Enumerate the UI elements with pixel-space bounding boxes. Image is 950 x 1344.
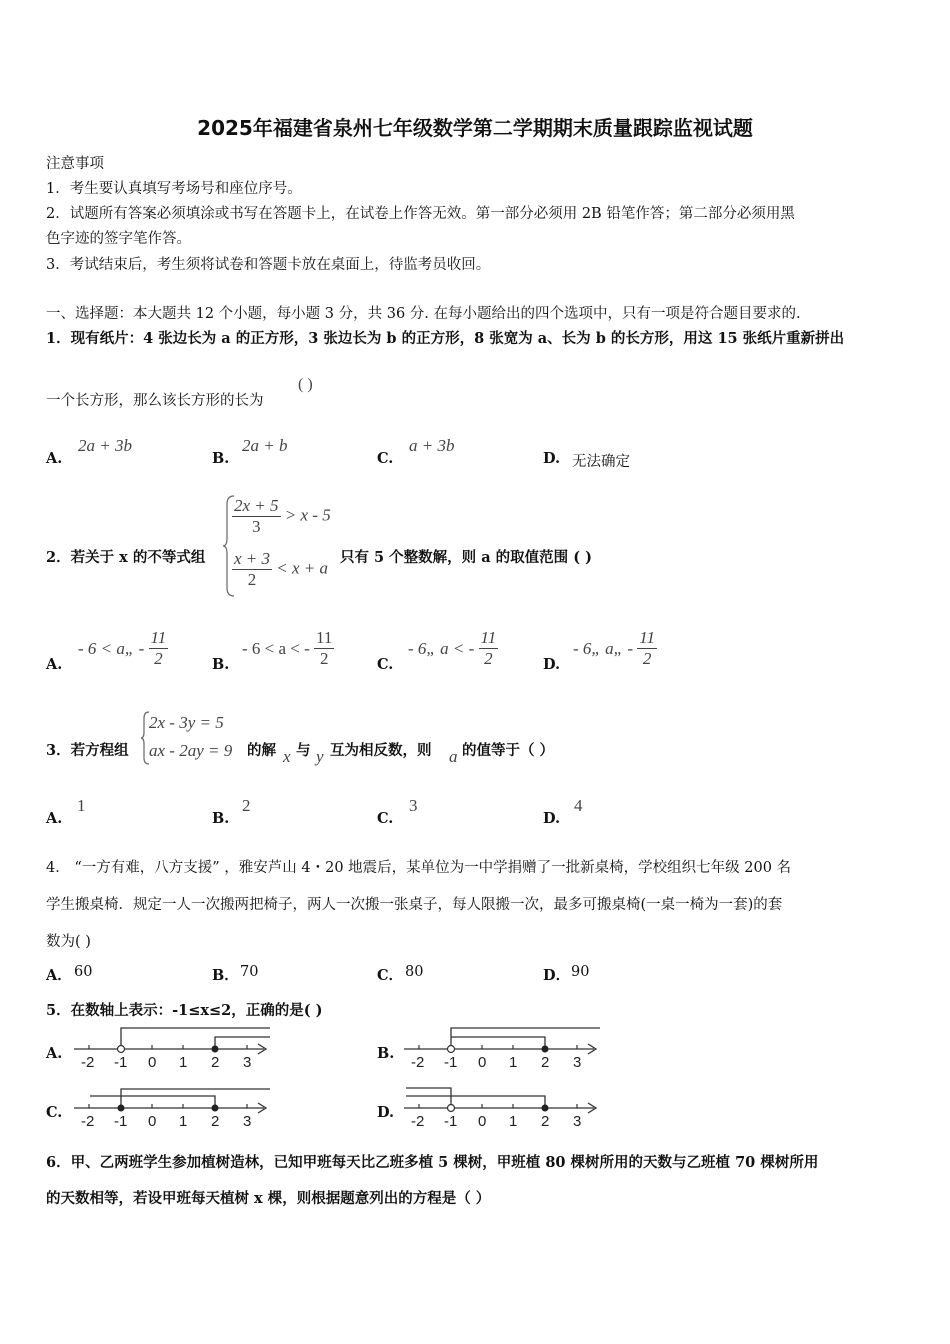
option-label: A. (46, 656, 63, 673)
option-value: 2a + b (242, 436, 288, 455)
question-1-text: 1．现有纸片：4 张边长为 a 的正方形，3 张边长为 b 的正方形，8 张宽为 a、长为 b 的长方形，用这 15 张纸片重新拼出 (46, 330, 845, 347)
notice-item: 3．考试结束后，考生须将试卷和答题卡放在桌面上，待监考员收回。 (46, 257, 491, 273)
option-label: C. (377, 656, 394, 673)
answer-paren: ( ) (298, 376, 313, 393)
option-label: A. (46, 1045, 63, 1062)
option-label: C. (46, 1104, 63, 1121)
open-point (448, 1105, 455, 1112)
question-3-text: 3．若方程组 (46, 742, 129, 759)
tick-label: 0 (478, 1054, 487, 1071)
option-value: 60 (74, 964, 93, 980)
section-heading: 一、选择题：本大题共 12 个小题，每小题 3 分，共 36 分. 在每小题给出的四个选项中，只有一项是符合题目要求的. (46, 306, 801, 322)
number-line-d (402, 1083, 602, 1133)
inequality-rest: < x + a (276, 558, 329, 578)
page-title: 2025年福建省泉州七年级数学第二学期期末质量跟踪监视试题 (197, 116, 753, 140)
tick-label: 0 (478, 1113, 487, 1130)
option-label: C. (377, 450, 394, 467)
option-value: 70 (240, 964, 259, 980)
tick-label: 1 (509, 1054, 518, 1071)
tick-label: 1 (179, 1113, 188, 1130)
tick-label: -2 (81, 1054, 95, 1071)
option-label: B. (212, 656, 230, 673)
tick-label: -1 (114, 1113, 128, 1130)
question-1-text: 一个长方形，那么该长方形的长为 (46, 393, 264, 409)
tick-label: 2 (541, 1054, 550, 1071)
tick-label: -2 (411, 1113, 425, 1130)
tick-label: 2 (541, 1113, 550, 1130)
tick-label: 3 (573, 1113, 582, 1130)
tick-label: 0 (148, 1054, 157, 1071)
question-3-text: 的解 (247, 742, 276, 759)
equation-2: ax - 2ay = 9 (149, 741, 233, 760)
question-6-text: 的天数相等，若设甲班每天植树 x 棵，则根据题意列出的方程是（ ） (46, 1190, 491, 1207)
option-value: 2 (242, 796, 251, 815)
option-label: A. (46, 450, 63, 467)
option-value: 90 (571, 964, 590, 980)
number-line-a (72, 1024, 272, 1074)
tick-label: 3 (243, 1113, 252, 1130)
question-3-text: 互为相反数，则 (330, 742, 432, 759)
option-value: 80 (405, 964, 424, 980)
variable-a: a (449, 747, 458, 766)
closed-point (212, 1046, 219, 1053)
tick-label: -2 (411, 1054, 425, 1071)
option-label: C. (377, 810, 394, 827)
notice-heading: 注意事项 (46, 156, 104, 172)
option-label: D. (543, 450, 561, 467)
option-label: B. (377, 1045, 395, 1062)
question-6-text: 6．甲、乙两班学生参加植树造林，已知甲班每天比乙班多植 5 棵树，甲班植 80 棵树所用的天数与乙班植 70 棵树所用 (46, 1154, 819, 1171)
question-4-text: 学生搬桌椅．规定一人一次搬两把椅子，两人一次搬一张桌子，每人限搬一次，最多可搬桌椅(一桌一椅为一套)的套 (46, 897, 783, 913)
option-value: 2a + 3b (78, 436, 132, 455)
fraction-denominator: 2 (247, 570, 257, 589)
number-line-b (402, 1024, 602, 1074)
option-value: 1 (77, 796, 86, 815)
tick-label: 0 (148, 1113, 157, 1130)
option-value: 3 (409, 796, 418, 815)
option-label: D. (543, 656, 561, 673)
variable-y: y (316, 747, 324, 766)
notice-item: 1．考生要认真填写考场号和座位序号。 (46, 181, 302, 197)
tick-label: 3 (573, 1054, 582, 1071)
option-label: D. (543, 810, 561, 827)
option-label: A． (46, 967, 72, 984)
tick-label: -1 (444, 1113, 458, 1130)
variable-x: x (283, 747, 291, 766)
question-3-text: 的值等于（ ） (462, 742, 555, 759)
open-point (118, 1046, 125, 1053)
closed-point (542, 1105, 549, 1112)
option-value: a + 3b (409, 436, 455, 455)
number-line-c (72, 1083, 272, 1133)
option-value: 无法确定 (572, 454, 630, 470)
tick-label: -2 (81, 1113, 95, 1130)
option-label: D． (543, 967, 571, 984)
question-4-text: 4． “一方有难，八方支援” ，雅安芦山 4・20 地震后，某单位为一中学捐赠了一批新桌椅，学校组织七年级 200 名 (46, 860, 792, 876)
fraction-numerator: x + 3 (234, 549, 271, 568)
option-label: A. (46, 810, 63, 827)
tick-label: 2 (211, 1054, 220, 1071)
tick-label: 1 (509, 1113, 518, 1130)
tick-label: 1 (179, 1054, 188, 1071)
equation-1: 2x - 3y = 5 (149, 713, 224, 732)
open-point (448, 1046, 455, 1053)
option-label: D. (377, 1104, 395, 1121)
closed-point (118, 1105, 125, 1112)
question-2-text: 只有 5 个整数解，则 a 的取值范围 ( ) (340, 549, 592, 566)
option-label: B. (212, 810, 230, 827)
fraction-denominator: 3 (252, 517, 261, 536)
option-value: - 6 < a < - $\frac{11}{2}$ (242, 628, 333, 668)
tick-label: 2 (211, 1113, 220, 1130)
option-label: C． (377, 967, 404, 984)
tick-label: -1 (114, 1054, 128, 1071)
tick-label: -1 (444, 1054, 458, 1071)
option-value: - 6 < a„ - $\frac{11}{2}$ (78, 628, 167, 668)
question-3-text: 与 (296, 742, 311, 759)
option-label: B． (212, 967, 239, 984)
option-value: - 6„ a < - $\frac{11}{2}$ (408, 628, 497, 668)
notice-item: 2．试题所有答案必须填涂或书写在答题卡上，在试卷上作答无效。第一部分必须用 2B 铅笔作答；第二部分必须用黑 (46, 206, 795, 222)
option-value: 4 (574, 796, 583, 815)
option-value: - 6„ a„ - $\frac{11}{2}$ (573, 628, 655, 668)
question-4-text: 数为( ) (46, 934, 91, 950)
tick-label: 3 (243, 1054, 252, 1071)
notice-item: 色字迹的签字笔作答。 (46, 231, 191, 247)
closed-point (542, 1046, 549, 1053)
closed-point (212, 1105, 219, 1112)
question-2-text: 2．若关于 x 的不等式组 (46, 549, 206, 566)
inequality-1 (232, 496, 331, 537)
inequality-2 (232, 549, 328, 590)
question-5-text: 5．在数轴上表示：-1≤x≤2，正确的是( ) (46, 1002, 323, 1019)
inequality-rest: > x - 5 (284, 505, 331, 525)
fraction-numerator: 2x + 5 (234, 496, 279, 515)
option-label: B. (212, 450, 230, 467)
